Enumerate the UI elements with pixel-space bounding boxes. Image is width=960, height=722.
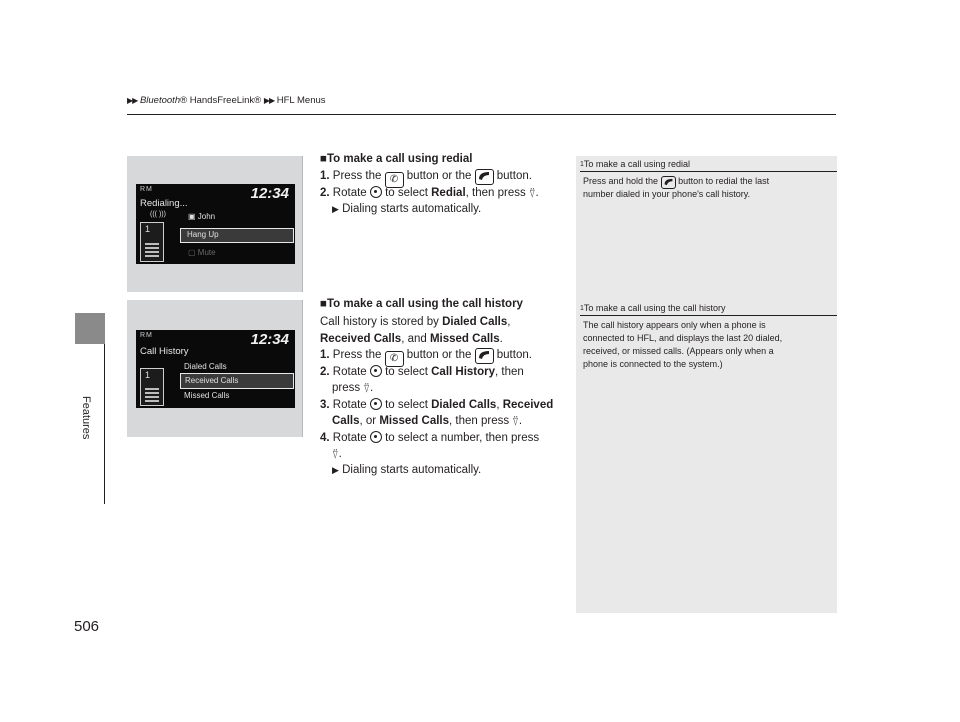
note-rule (580, 171, 837, 172)
call-history-display (136, 330, 295, 408)
mute-option[interactable]: ▢ Mute (188, 248, 216, 257)
note-marker: 1 (580, 305, 584, 312)
note-text-history-1: The call history appears only when a phone is (583, 320, 766, 330)
note-title-text: To make a call using the call history (583, 303, 726, 313)
intro-text: , and (401, 333, 427, 345)
step-bold: Missed Calls (379, 415, 449, 427)
pickup-icon (475, 169, 494, 185)
step-text: press (332, 382, 361, 394)
intro-text: . (499, 333, 503, 345)
registered-mark: ® (180, 95, 188, 106)
breadcrumb-arrow-icon: ▶▶ (263, 96, 275, 105)
intro-bold: Dialed Calls (442, 316, 508, 328)
step-text: to select (385, 187, 428, 199)
chapter-tab (75, 313, 105, 344)
selector-knob-icon (370, 365, 382, 377)
chapter-label: Features (80, 396, 92, 440)
step-text: . (369, 382, 374, 394)
keypad-digit: 1 (145, 224, 151, 234)
chapter-rule (104, 344, 105, 504)
step-bold: Redial (431, 187, 466, 199)
registered-mark: ® (254, 95, 262, 106)
contact-name: ▣ John (188, 212, 216, 221)
section-heading-history (320, 298, 523, 310)
redial-screen-photo (127, 156, 303, 292)
step-text: button or the (406, 349, 472, 361)
heading-bullet: ■ (320, 153, 327, 165)
screen-title: Redialing... (140, 198, 188, 209)
intro-text: , (507, 316, 511, 328)
section-heading-redial (320, 153, 472, 165)
note-text: Press and hold the (583, 176, 659, 186)
note-title-history (580, 303, 725, 313)
intro-bold: Missed Calls (429, 333, 500, 345)
step-text: to select (385, 399, 428, 411)
breadcrumb-arrow-icon: ▶▶ (127, 96, 138, 105)
hang-up-option[interactable] (180, 228, 294, 243)
dialed-calls-option[interactable]: Dialed Calls (184, 362, 227, 371)
step-text: . (518, 415, 523, 427)
note-text-history-3: received, or missed calls. (Appears only when a (583, 346, 774, 356)
step-text: , then press (465, 187, 526, 199)
screen-title: Call History (140, 346, 189, 357)
step-number: 2. (320, 366, 330, 378)
heading-text: To make a call using redial (326, 153, 473, 165)
received-calls-label: Received Calls (185, 376, 239, 385)
step-text: Press the (332, 349, 382, 361)
history-step-2-cont (332, 380, 373, 398)
signal-waves-icon: ((( ))) (150, 211, 166, 218)
result-text: Dialing starts automatically. (342, 464, 482, 476)
history-intro-1 (320, 314, 510, 331)
step-text: button. (496, 170, 532, 182)
result-text: Dialing starts automatically. (342, 203, 482, 215)
step-text: button or the (406, 170, 472, 182)
redial-result (332, 201, 481, 218)
step-number: 1. (320, 349, 330, 361)
step-text: , then press (449, 415, 510, 427)
step-text: . (535, 187, 539, 199)
step-number: 2. (320, 187, 330, 199)
breadcrumb (127, 95, 326, 106)
heading-bullet: ■ (320, 298, 327, 310)
call-history-screen-photo (127, 300, 303, 437)
step-number: 4. (320, 432, 330, 444)
step-text: Press the (332, 170, 382, 182)
note-marker: 1 (580, 161, 584, 168)
clock: 12:34 (250, 331, 289, 348)
breadcrumb-bluetooth: Bluetooth (139, 95, 181, 106)
note-text-history-4: phone is connected to the system.) (583, 359, 723, 369)
keypad-digit: 1 (145, 370, 151, 380)
step-bold: Dialed Calls (431, 399, 497, 411)
step-bold: Calls (332, 415, 360, 427)
selector-knob-icon (370, 398, 382, 410)
hang-up-label: Hang Up (187, 230, 219, 239)
note-title-text: To make a call using redial (583, 159, 690, 169)
intro-bold: Received Calls (320, 333, 402, 345)
signal-status: RM (140, 332, 153, 339)
note-title-redial (580, 159, 690, 169)
history-step-3 (320, 397, 553, 414)
missed-calls-option[interactable]: Missed Calls (184, 391, 230, 400)
history-step-3-cont (332, 413, 522, 431)
history-intro-2 (320, 331, 503, 348)
step-text: to select a number, then press (385, 432, 540, 444)
press-knob-icon: ⍢ (332, 449, 339, 461)
step-text: button. (496, 349, 532, 361)
mute-label: Mute (197, 248, 216, 257)
step-text: , then (495, 366, 524, 378)
phone-icon: ✆ (385, 351, 404, 367)
step-bold: Received (502, 399, 554, 411)
result-arrow-icon: ▶ (332, 465, 339, 475)
press-knob-icon: ⍢ (528, 188, 536, 200)
step-text: , (496, 399, 500, 411)
history-result (332, 462, 481, 479)
phone-graphic (140, 368, 164, 406)
step-text: . (338, 448, 342, 460)
selector-knob-icon (370, 431, 382, 443)
step-text: Rotate (332, 187, 367, 199)
note-text: button to redial the last (678, 176, 770, 186)
clock: 12:34 (250, 185, 289, 202)
notes-panel (576, 156, 837, 613)
press-knob-icon: ⍢ (512, 416, 519, 428)
step-text: Rotate (332, 399, 367, 411)
note-text-redial-2: number dialed in your phone's call history. (583, 189, 751, 199)
keypad-icon (145, 388, 159, 402)
note-text-history-2: connected to HFL, and displays the last 20 dialed, (583, 333, 783, 343)
history-step-2 (320, 364, 524, 381)
step-text: Rotate (332, 432, 367, 444)
breadcrumb-hfl: HandsFreeLink (187, 95, 255, 106)
note-rule (580, 315, 837, 316)
received-calls-option[interactable] (180, 373, 294, 389)
phone-graphic (140, 222, 164, 262)
step-text: , or (359, 415, 377, 427)
phone-icon: ✆ (385, 172, 404, 188)
note-text-redial-1 (583, 175, 769, 189)
step-text: to select (385, 366, 428, 378)
page-number: 506 (74, 618, 100, 635)
breadcrumb-hfl-menus: HFL Menus (276, 95, 326, 106)
signal-status: RM (140, 186, 153, 193)
step-number: 1. (320, 170, 330, 182)
intro-text: Call history is stored by (320, 316, 439, 328)
history-step-4 (320, 430, 539, 447)
step-number: 3. (320, 399, 330, 411)
keypad-icon (145, 243, 159, 257)
heading-text: To make a call using the call history (326, 298, 523, 310)
contact-name-text: John (197, 212, 216, 221)
step-bold: Call History (431, 366, 496, 378)
press-knob-icon: ⍢ (363, 383, 370, 395)
step-text: Rotate (332, 366, 367, 378)
pickup-icon (475, 348, 494, 364)
selector-knob-icon (370, 186, 382, 198)
header-rule (127, 114, 836, 115)
result-arrow-icon: ▶ (332, 204, 339, 214)
redial-display (136, 184, 295, 264)
